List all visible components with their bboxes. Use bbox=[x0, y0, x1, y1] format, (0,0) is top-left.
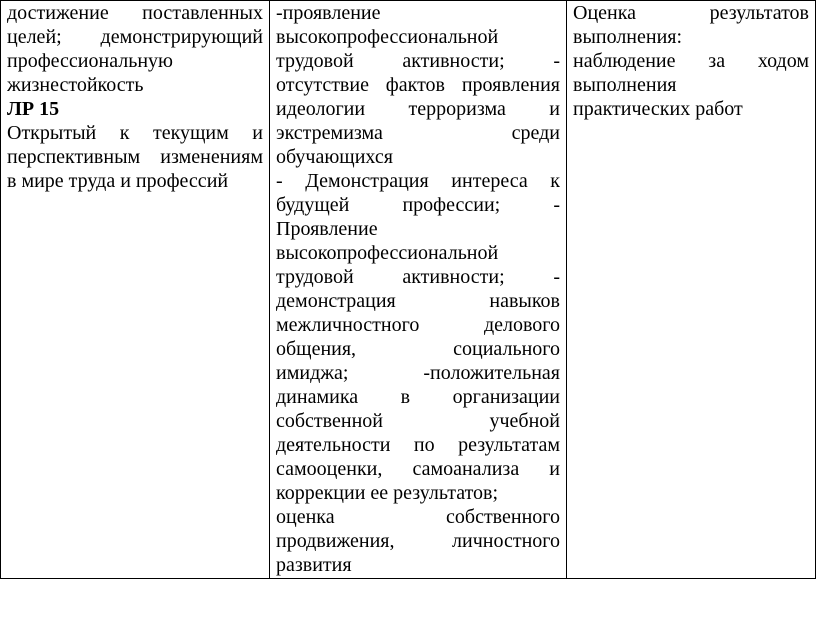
text-line: будущей профессии; - bbox=[276, 194, 560, 216]
text-line: Открытый к текущим и bbox=[7, 122, 263, 144]
text-line: развития bbox=[276, 554, 352, 576]
text-line: межличностного делового bbox=[276, 314, 560, 336]
text-line: Оценка результатов bbox=[573, 2, 809, 24]
text-line: -проявление bbox=[276, 2, 381, 24]
text-line: - Демонстрация интереса к bbox=[276, 170, 560, 192]
text-line: общения, социального bbox=[276, 338, 560, 360]
text-line: динамика в организации bbox=[276, 386, 560, 408]
text-line: идеологии терроризма и bbox=[276, 98, 560, 120]
text-line: высокопрофессиональной bbox=[276, 242, 499, 264]
cell-indicators-text bbox=[276, 1, 560, 577]
cell-personal-result bbox=[1, 1, 270, 579]
cell-assessment-text bbox=[573, 1, 809, 121]
text-line: Проявление bbox=[276, 218, 378, 240]
text-line: высокопрофессиональной bbox=[276, 26, 499, 48]
text-line: перспективным изменениям bbox=[7, 146, 263, 168]
text-line: профессиональную bbox=[7, 50, 173, 72]
text-line: трудовой активности; - bbox=[276, 50, 560, 72]
text-line: выполнения bbox=[573, 74, 677, 96]
text-line: выполнения: bbox=[573, 26, 683, 48]
result-code: ЛР 15 bbox=[7, 98, 60, 120]
text-line: демонстрация навыков bbox=[276, 290, 560, 312]
text-line: обучающихся bbox=[276, 146, 393, 168]
text-line: целей; демонстрирующий bbox=[7, 26, 263, 48]
text-line: практических работ bbox=[573, 98, 743, 120]
text-line: деятельности по результатам bbox=[276, 434, 560, 456]
text-line: имиджа; -положительная bbox=[276, 362, 560, 384]
text-line: трудовой активности; - bbox=[276, 266, 560, 288]
text-line: жизнестойкость bbox=[7, 74, 144, 96]
text-line: собственной учебной bbox=[276, 410, 560, 432]
cell-indicators bbox=[270, 1, 567, 579]
text-line: достижение поставленных bbox=[7, 2, 263, 24]
table-row bbox=[1, 1, 816, 579]
text-line: экстремизма среди bbox=[276, 122, 560, 144]
text-line: отсутствие фактов проявления bbox=[276, 74, 560, 96]
text-line: коррекции ее результатов; bbox=[276, 482, 499, 504]
cell-personal-result-text bbox=[7, 1, 263, 193]
text-line: продвижения, личностного bbox=[276, 530, 560, 552]
text-line: оценка собственного bbox=[276, 506, 560, 528]
text-line: наблюдение за ходом bbox=[573, 50, 809, 72]
text-line: самооценки, самоанализа и bbox=[276, 458, 560, 480]
text-line: в мире труда и профессий bbox=[7, 170, 229, 192]
cell-assessment bbox=[567, 1, 816, 579]
